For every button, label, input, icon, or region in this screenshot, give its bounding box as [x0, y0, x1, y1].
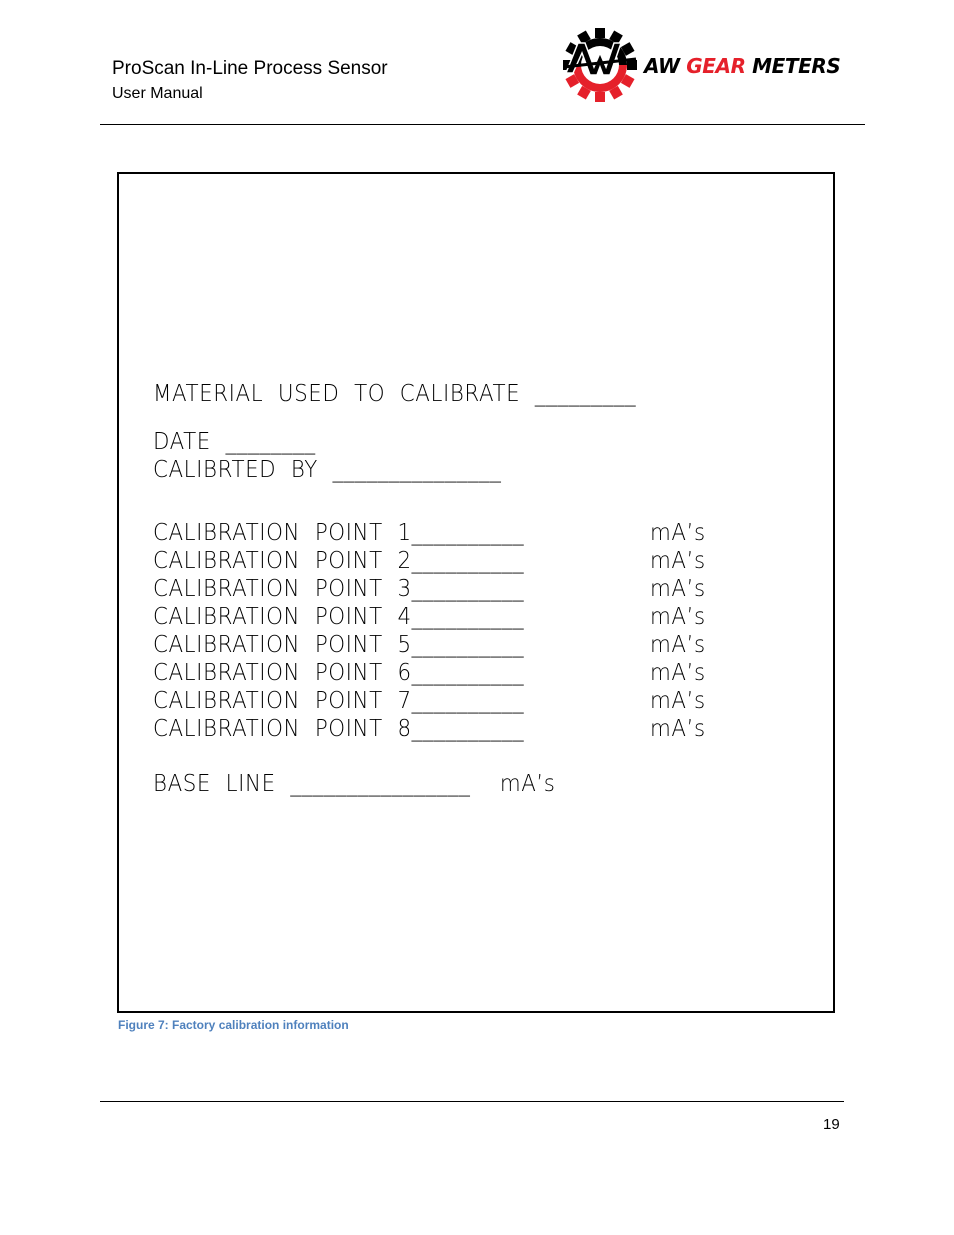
calibration-point-unit: mA’s — [650, 688, 706, 714]
calibration-point-label: CALIBRATION POINT 6__________ — [153, 660, 525, 686]
header-divider — [100, 124, 865, 125]
calibration-point-label: CALIBRATION POINT 1__________ — [153, 520, 525, 546]
calibration-point-label: CALIBRATION POINT 5__________ — [153, 632, 525, 658]
logo-text-aw: AW — [644, 54, 687, 78]
aw-gear-meters-logo — [562, 24, 852, 104]
calibration-point-label: CALIBRATION POINT 4__________ — [153, 604, 525, 630]
base-line: BASE LINE ________________ mA’s — [153, 771, 556, 797]
gear-logo-icon — [562, 24, 644, 104]
calibration-form-figure — [117, 172, 835, 1013]
footer-divider — [100, 1101, 844, 1102]
calibrated-by-line: CALIBRTED BY _______________ — [153, 457, 502, 483]
logo-text-meters: METERS — [745, 54, 841, 78]
calibration-point-unit: mA’s — [650, 716, 706, 742]
logo-wordmark — [644, 54, 840, 78]
date-line: DATE ________ — [153, 429, 316, 455]
calibration-point-label: CALIBRATION POINT 8__________ — [153, 716, 525, 742]
calibration-point-label: CALIBRATION POINT 7__________ — [153, 688, 525, 714]
document-title: ProScan In-Line Process Sensor — [112, 58, 388, 79]
document-subtitle: User Manual — [112, 85, 203, 102]
calibration-point-label: CALIBRATION POINT 2__________ — [153, 548, 525, 574]
calibration-point-unit: mA’s — [650, 604, 706, 630]
figure-caption: Figure 7: Factory calibration information — [118, 1018, 349, 1032]
material-line: MATERIAL USED TO CALIBRATE _________ — [153, 381, 637, 407]
calibration-point-unit: mA’s — [650, 576, 706, 602]
calibration-point-unit: mA’s — [650, 520, 706, 546]
page-number: 19 — [823, 1116, 840, 1133]
calibration-point-unit: mA’s — [650, 632, 706, 658]
calibration-point-label: CALIBRATION POINT 3__________ — [153, 576, 525, 602]
calibration-point-unit: mA’s — [650, 660, 706, 686]
calibration-point-unit: mA’s — [650, 548, 706, 574]
logo-text-gear: GEAR — [686, 54, 746, 78]
